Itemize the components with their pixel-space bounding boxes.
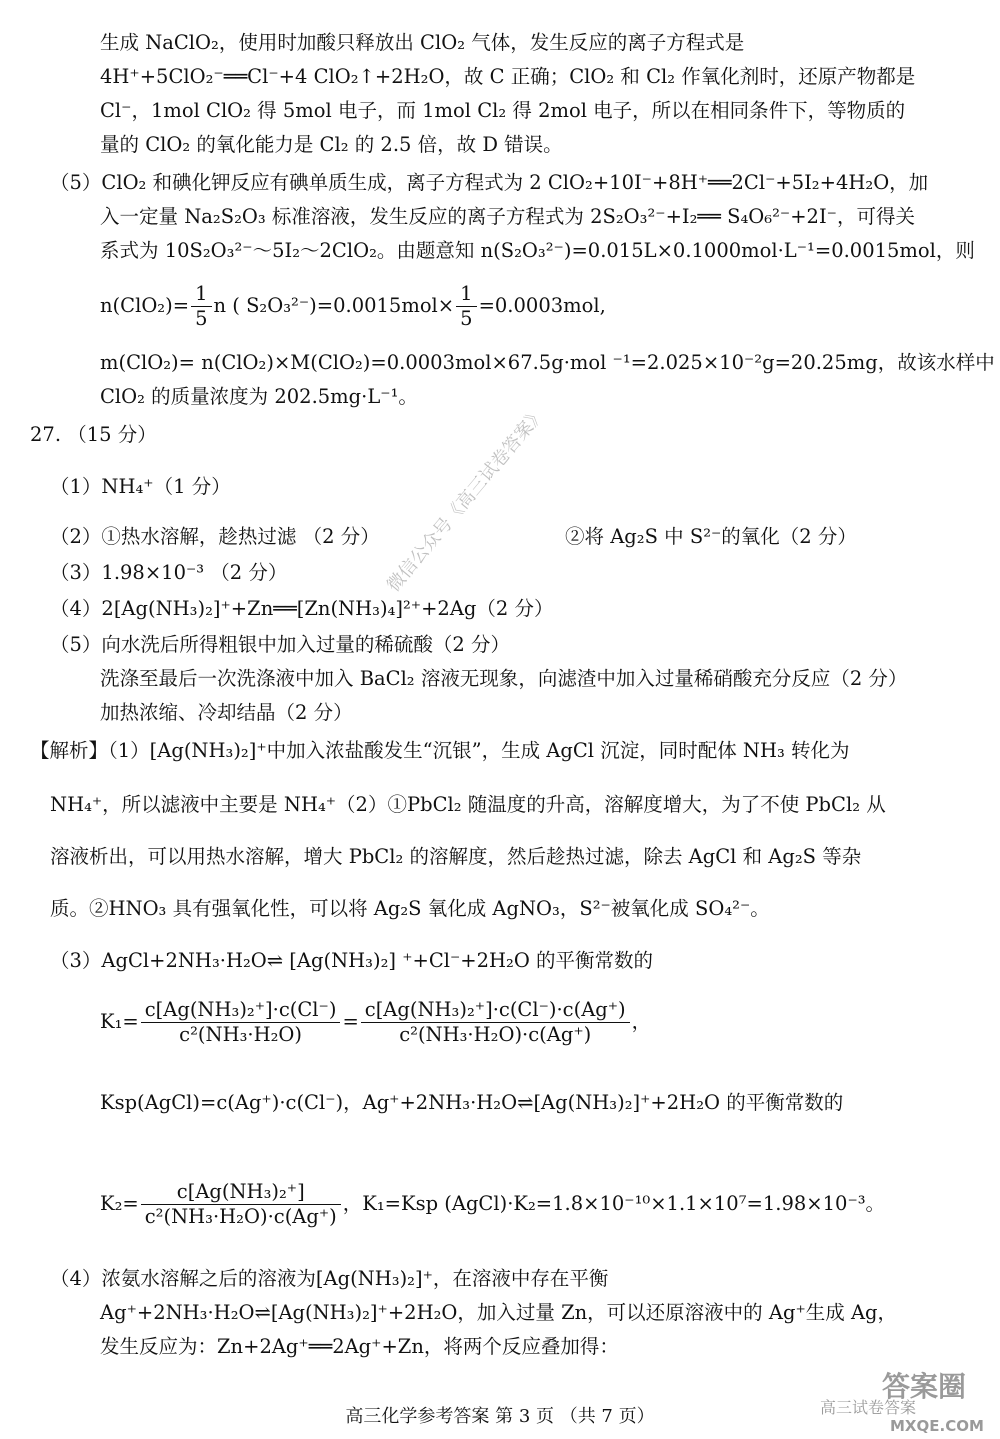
text-line: 入一定量 Na₂S₂O₃ 标准溶液，发生反应的离子方程式为 2S₂O₃²⁻+I₂══ S₄O₆²⁻+2I⁻，可得关 — [100, 205, 915, 228]
site-logo — [820, 1365, 995, 1437]
text-line: （5）向水洗后所得粗银中加入过量的稀硫酸（2 分） — [50, 633, 511, 656]
text-line: Ksp(AgCl)=c(Ag⁺)·c(Cl⁻)，Ag⁺+2NH₃·H₂O⇌[Ag(NH₃)₂]⁺+2H₂O 的平衡常数的 — [100, 1091, 844, 1114]
equation-k1: K₁= $\frac{\text{c[Ag(NH₃)₂⁺]·c(Cl⁻)}}{\text{c²(NH₃·H₂O)}}$ = $\frac{\text{c[Ag(NH₃)₂⁺]·c(Cl⁻)·c(Ag⁺)}}{\text{c²(NH₃·H₂O)·c(Ag⁺)}}$ ， — [100, 998, 652, 1046]
text-line: Ag⁺+2NH₃·H₂O⇌[Ag(NH₃)₂]⁺+2H₂O，加入过量 Zn，可以还原溶液中的 Ag⁺生成 Ag， — [100, 1301, 898, 1324]
text-line: 量的 ClO₂ 的氧化能力是 Cl₂ 的 2.5 倍，故 D 错误。 — [100, 133, 563, 156]
page-footer: 高三化学参考答案 第 3 页 （共 7 页） — [345, 1406, 655, 1427]
text-line: （5）ClO₂ 和碘化钾反应有碘单质生成，离子方程式为 2 ClO₂+10I⁻+8H⁺══2Cl⁻+5I₂+4H₂O，加 — [50, 171, 929, 194]
fraction: $\frac{1}{5}$ — [456, 282, 476, 331]
text-line: 洗涤至最后一次洗涤液中加入 BaCl₂ 溶液无现象，向滤渣中加入过量稀硝酸充分反应（2 分） — [100, 667, 908, 690]
fraction: $\frac{\text{c[Ag(NH₃)₂⁺]·c(Cl⁻)}}{\text{c²(NH₃·H₂O)}}$ — [141, 998, 341, 1047]
text-line: Cl⁻，1mol ClO₂ 得 5mol 电子，而 1mol Cl₂ 得 2mol 电子，所以在相同条件下，等物质的 — [100, 99, 906, 122]
text-line: 溶液析出，可以用热水溶解，增大 PbCl₂ 的溶解度，然后趁热过滤，除去 AgCl 和 Ag₂S 等杂 — [50, 845, 862, 868]
text-line: 系式为 10S₂O₃²⁻～5I₂～2ClO₂。由题意知 n(S₂O₃²⁻)=0.015L×0.1000mol·L⁻¹=0.0015mol，则 — [100, 239, 975, 262]
text-line: 发生反应为：Zn+2Ag⁺══2Ag⁺+Zn，将两个反应叠加得： — [100, 1335, 619, 1358]
text-line: 加热浓缩、冷却结晶（2 分） — [100, 701, 353, 724]
fraction: $\frac{1}{5}$ — [191, 282, 211, 331]
text-line: （4）2[Ag(NH₃)₂]⁺+Zn══[Zn(NH₃)₄]²⁺+2Ag（2 分） — [50, 597, 554, 620]
text-line: （3）AgCl+2NH₃·H₂O⇌ [Ag(NH₃)₂] ⁺+Cl⁻+2H₂O 的平衡常数的 — [50, 949, 654, 972]
analysis-heading: 【解析】（1）[Ag(NH₃)₂]⁺中加入浓盐酸发生“沉银”，生成 AgCl 沉淀，同时配体 NH₃ 转化为 — [30, 739, 850, 762]
eq-part: n(ClO₂)= — [100, 294, 190, 317]
text-line: m(ClO₂)= n(ClO₂)×M(ClO₂)=0.0003mol×67.5g·mol ⁻¹=2.025×10⁻²g=20.25mg，故该水样中 — [100, 351, 995, 374]
equation-k2: K₂= $\frac{\text{c[Ag(NH₃)₂⁺]}}{\text{c²(NH₃·H₂O)·c(Ag⁺)}}$ ，K₁=Ksp (AgCl)·K₂=1.8×10⁻¹⁰×1.1×10⁷=1.98×10⁻³。 — [100, 1180, 886, 1228]
fraction: $\frac{\text{c[Ag(NH₃)₂⁺]·c(Cl⁻)·c(Ag⁺)}}{\text{c²(NH₃·H₂O)·c(Ag⁺)}}$ — [361, 998, 630, 1047]
text-line: （2）①热水溶解，趁热过滤 （2 分） — [50, 525, 380, 548]
question-heading: 27. （15 分） — [30, 423, 157, 446]
equation-n-clo2 — [100, 282, 606, 331]
eq-part: =0.0003mol, — [478, 294, 606, 317]
text-line: NH₄⁺，所以滤液中主要是 NH₄⁺（2）①PbCl₂ 随温度的升高，溶解度增大，为了不使 PbCl₂ 从 — [50, 793, 886, 816]
text-line: （4）浓氨水溶解之后的溶液为[Ag(NH₃)₂]⁺，在溶液中存在平衡 — [50, 1267, 609, 1290]
watermark: 微信公众号《高三试卷答案》 — [383, 403, 550, 597]
fraction: $\frac{\text{c[Ag(NH₃)₂⁺]}}{\text{c²(NH₃·H₂O)·c(Ag⁺)}}$ — [141, 1180, 341, 1229]
eq-part: n ( S₂O₃²⁻)=0.0015mol× — [213, 294, 455, 317]
logo-title: 答案圈 — [882, 1370, 967, 1403]
text-line: 4H⁺+5ClO₂⁻══Cl⁻+4 ClO₂↑+2H₂O，故 C 正确；ClO₂ 和 Cl₂ 作氧化剂时，还原产物都是 — [100, 65, 916, 88]
k2-label: K₂= — [100, 1192, 139, 1215]
logo-url: MXQE.COM — [890, 1417, 984, 1435]
text-line: ②将 Ag₂S 中 S²⁻的氧化（2 分） — [565, 525, 857, 548]
k1-label: K₁= — [100, 1010, 139, 1033]
text-line: 生成 NaClO₂，使用时加酸只释放出 ClO₂ 气体，发生反应的离子方程式是 — [100, 31, 745, 54]
logo-subtitle: 高三试卷答案 — [820, 1398, 917, 1417]
text-line: （1）NH₄⁺（1 分） — [50, 475, 231, 498]
text-line: 质。②HNO₃ 具有强氧化性，可以将 Ag₂S 氧化成 AgNO₃，S²⁻被氧化成 SO₄²⁻。 — [50, 897, 770, 920]
text-line: ClO₂ 的质量浓度为 202.5mg·L⁻¹。 — [100, 385, 418, 408]
text-line: （3）1.98×10⁻³ （2 分） — [50, 561, 288, 584]
